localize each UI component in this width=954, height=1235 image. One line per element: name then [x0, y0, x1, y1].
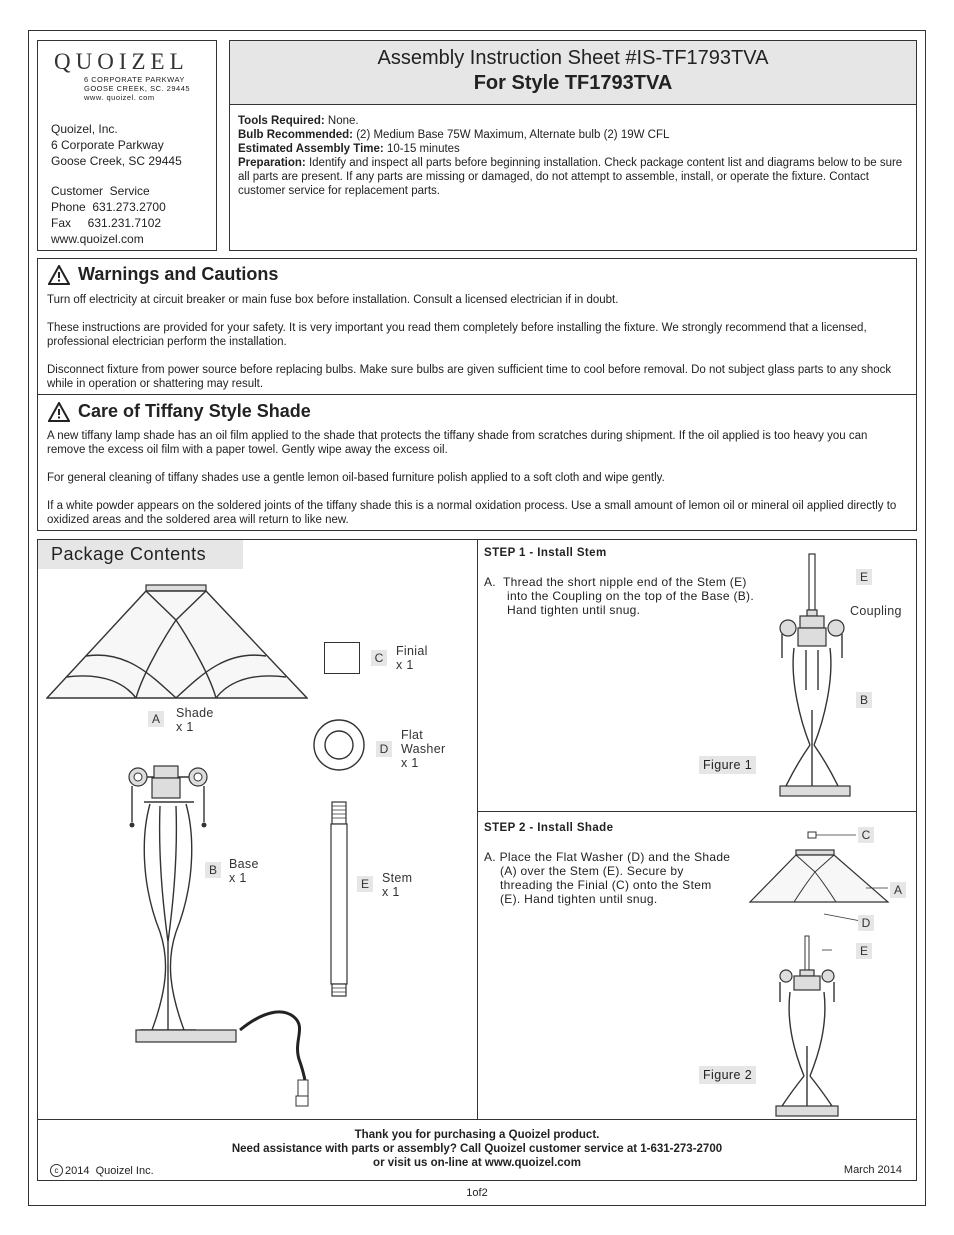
tools-value: None.	[327, 115, 359, 127]
part-name-flat: Flat	[401, 728, 424, 742]
part-name-base: Base	[229, 857, 259, 871]
warning-paragraph-3: Disconnect fixture from power source before replacing bulbs. Make sure bulbs are given sufficient time to cool before removal. Do not subject glass parts to any shock while in operation or shattering may result.	[47, 364, 892, 390]
company-street: 6 Corporate Parkway	[51, 138, 164, 152]
warnings-title: Warnings and Cautions	[78, 264, 279, 284]
warning-paragraph-1: Turn off electricity at circuit breaker or main fuse box before installation. Consult a licensed electrician if in doubt.	[47, 294, 619, 306]
footer-box	[37, 1119, 917, 1181]
copyright-text: 2014 Quoizel Inc.	[65, 1164, 154, 1177]
sheet-title: Assembly Instruction Sheet #IS-TF1793TVA	[377, 47, 769, 69]
care-paragraph-3: If a white powder appears on the soldered joints of the tiffany shade this is a normal oxidation process. Use a small amount of lemon oil or mineral oil applied directly to oxidized areas and the soldered area will return to like new.	[47, 500, 897, 526]
step1-box	[477, 539, 917, 812]
figure2-drawing	[746, 826, 910, 1118]
footer-line-3: or visit us on-line at www.quoizel.com	[373, 1157, 581, 1169]
care-text	[47, 429, 907, 527]
step2-instructions	[484, 850, 730, 906]
logo-address-2: GOOSE CREEK, SC. 29445	[84, 84, 191, 93]
shade-drawing	[46, 580, 308, 706]
care-box	[37, 394, 917, 531]
info-block	[238, 114, 910, 198]
fig1-label-coupling: Coupling	[850, 604, 902, 618]
care-paragraph-1: A new tiffany lamp shade has an oil film applied to the shade that protects the tiffany shade from scratches during shipment. If the oil applied is too heavy you can remove the excess oil film with a paper towel. Gently wipe away the excess oil.	[47, 430, 868, 456]
finial-drawing	[324, 642, 360, 674]
part-qty-base: x 1	[229, 871, 247, 885]
part-letter-c: C	[371, 650, 387, 666]
company-box	[37, 40, 217, 251]
fig2-label-d: D	[858, 915, 874, 931]
step1-title: STEP 1 - Install Stem	[484, 547, 607, 559]
copyright-icon: c	[50, 1164, 63, 1177]
title-band	[230, 41, 916, 105]
part-qty-stem: x 1	[382, 885, 400, 899]
figure1-caption: Figure 1	[699, 756, 756, 774]
logo	[54, 49, 204, 102]
care-paragraph-2: For general cleaning of tiffany shades use a gentle lemon oil-based furniture polish applied to a soft cloth and wipe gently.	[47, 472, 665, 484]
warnings-heading	[48, 264, 278, 285]
part-name-finial: Finial	[396, 644, 428, 658]
page-number: 1of2	[466, 1187, 488, 1199]
step1-line-2: into the Coupling on the top of the Base (B).	[507, 589, 754, 603]
bulb-value: (2) Medium Base 75W Maximum, Alternate bulb (2) 19W CFL	[356, 129, 670, 141]
copyright	[50, 1164, 154, 1177]
time-value: 10-15 minutes	[386, 143, 460, 155]
step1-line-1: A. Thread the short nipple end of the Stem (E)	[484, 575, 747, 589]
step2-line-3: threading the Finial (C) onto the Stem	[500, 878, 712, 892]
figure2-caption: Figure 2	[699, 1066, 756, 1084]
step2-box	[477, 811, 917, 1120]
fig2-label-c: C	[858, 827, 874, 843]
fig1-label-b: B	[856, 692, 872, 708]
package-title: Package Contents	[38, 540, 243, 569]
footer-message	[38, 1128, 916, 1170]
step2-title: STEP 2 - Install Shade	[484, 822, 614, 834]
footer-line-2: Need assistance with parts or assembly? Call Quoizel customer service at 1-631-273-2700	[231, 1143, 723, 1155]
part-name-washer: Washer	[401, 742, 446, 756]
step1-instructions	[484, 575, 754, 617]
bulb-label: Bulb Recommended:	[238, 129, 354, 141]
service-heading: Customer Service	[51, 184, 150, 198]
part-qty-finial: x 1	[396, 658, 414, 672]
care-heading	[48, 401, 311, 422]
fig2-label-e: E	[856, 943, 872, 959]
logo-address-1: 6 CORPORATE PARKWAY	[84, 75, 185, 84]
logo-address-3: www. quoizel. com	[84, 93, 155, 102]
part-letter-d: D	[376, 741, 392, 757]
company-address	[51, 121, 182, 247]
part-qty-washer: x 1	[401, 756, 419, 770]
style-title: For Style TF1793TVA	[473, 72, 673, 94]
logo-text: QUOIZEL	[54, 49, 189, 74]
company-city: Goose Creek, SC 29445	[51, 154, 182, 168]
warning-icon	[48, 265, 70, 285]
base-drawing	[122, 762, 322, 1108]
step2-line-1: A. Place the Flat Washer (D) and the Shade	[484, 850, 731, 864]
time-label: Estimated Assembly Time:	[238, 143, 384, 155]
part-letter-a: A	[148, 711, 164, 727]
part-name-shade: Shade	[176, 706, 214, 720]
footer-date: March 2014	[843, 1164, 902, 1176]
part-letter-e: E	[357, 876, 373, 892]
company-web: www.quoizel.com	[51, 232, 144, 246]
fig2-label-a: A	[890, 882, 906, 898]
warning-icon	[48, 402, 70, 422]
step1-line-3: Hand tighten until snug.	[507, 603, 641, 617]
step2-line-4: (E). Hand tighten until snug.	[500, 892, 658, 906]
warnings-text	[47, 293, 907, 391]
figure1-drawing	[776, 550, 866, 802]
step2-line-2: (A) over the Stem (E). Secure by	[500, 864, 684, 878]
service-phone: Phone 631.273.2700	[51, 200, 166, 214]
tools-label: Tools Required:	[238, 115, 325, 127]
warnings-box	[37, 258, 917, 395]
stem-drawing	[324, 800, 354, 1000]
footer-line-1: Thank you for purchasing a Quoizel product.	[354, 1129, 600, 1141]
prep-label: Preparation:	[238, 157, 306, 169]
part-name-stem: Stem	[382, 871, 413, 885]
warning-paragraph-2: These instructions are provided for your safety. It is very important you read them completely before installing the fixture. We strongly recommend that a licensed, professional electrician perform the installation.	[47, 322, 867, 348]
package-box	[37, 539, 478, 1120]
prep-value: Identify and inspect all parts before beginning installation. Check package content list and diagrams below to be sure all parts are present. If any parts are missing or damaged, do not attempt to assemble, install, or operate the fixture. Contact customer service for replacement parts.	[238, 157, 903, 197]
header-box	[229, 40, 917, 251]
fig1-label-e: E	[856, 569, 872, 585]
part-letter-b: B	[205, 862, 221, 878]
service-fax: Fax 631.231.7102	[51, 216, 162, 230]
company-name: Quoizel, Inc.	[51, 122, 118, 136]
care-title: Care of Tiffany Style Shade	[78, 401, 311, 421]
part-qty-shade: x 1	[176, 720, 194, 734]
